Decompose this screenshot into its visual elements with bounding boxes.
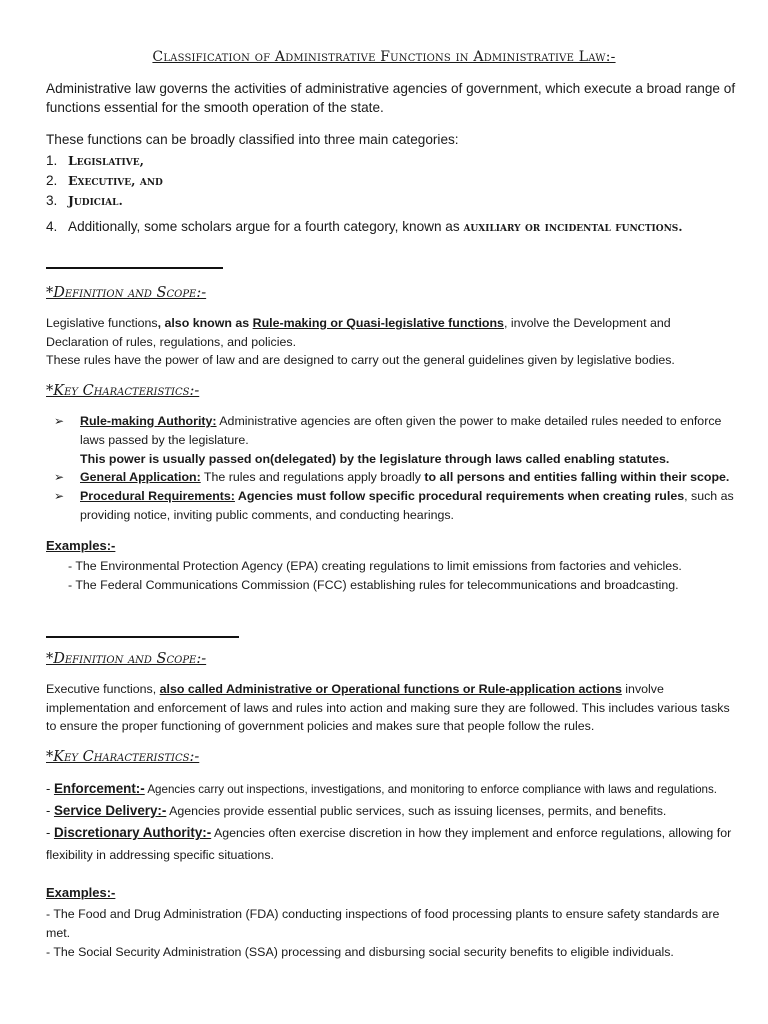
categories-list xyxy=(46,151,746,211)
section-divider xyxy=(46,636,239,638)
legislative-examples-label: Examples:- xyxy=(46,538,116,553)
intro-categories-lead: These functions can be broadly classified into three main categories: xyxy=(46,132,459,147)
executive-definition-heading: *Definition and Scope:- xyxy=(46,651,207,667)
list-item: - The Environmental Protection Agency (EPA) creating regulations to limit emissions from factories and vehicles. xyxy=(68,559,682,573)
category-legislative: Legislative, xyxy=(68,153,144,168)
list-item: 3. Judicial. xyxy=(46,193,123,208)
legislative-key-heading: *Key Characteristics:- xyxy=(46,383,200,399)
executive-characteristics-list xyxy=(46,778,746,866)
fourth-category: 4. Additionally, some scholars argue for a fourth category, known as auxiliary or incidental functions. xyxy=(46,219,683,234)
executive-definition-text: Executive functions, also called Administrative or Operational functions or Rule-application actions involve implementation and enforcement of laws and rules into action and making sure they are followed. This includes various tasks to ensure the proper functioning of government policies and makes sure that people follow the rules. xyxy=(46,682,730,733)
legislative-examples-list xyxy=(68,557,758,595)
arrow-bullet-icon: ➢ xyxy=(54,414,65,428)
executive-key-heading: *Key Characteristics:- xyxy=(46,749,200,765)
legislative-definition-text: Legislative functions, also known as Rule-making or Quasi-legislative functions, involve the Development and Declaration of rules, regulations, and policies. These rules have the power of law and are designed to carry out the general guidelines given by legislative bodies. xyxy=(46,316,675,367)
executive-examples-list xyxy=(46,905,736,962)
arrow-bullet-icon: ➢ xyxy=(54,489,65,504)
intro-paragraph: Administrative law governs the activities of administrative agencies of government, which execute a broad range of functions essential for the smooth operation of the state. xyxy=(46,81,736,115)
list-item: ➢ Procedural Requirements: Agencies must follow specific procedural requirements when creating rules, such as providing notice, inviting public comments, and conducting hearings. xyxy=(54,489,734,522)
legislative-definition-heading: *Definition and Scope:- xyxy=(46,285,207,301)
list-item: - The Food and Drug Administration (FDA) conducting inspections of food processing plants to ensure safety standards are met. xyxy=(46,907,720,940)
list-item: - Service Delivery:- Agencies provide essential public services, such as issuing licenses, permits, and benefits. xyxy=(46,803,667,818)
list-item: - Enforcement:- Agencies carry out inspections, investigations, and monitoring to enforce compliance with laws and regulations. xyxy=(46,781,718,796)
list-item: - Discretionary Authority:- Agencies often exercise discretion in how they implement and enforce regulations, allowing for flexibility in addressing specific situations. xyxy=(46,825,732,862)
legislative-characteristics-list xyxy=(54,412,734,525)
auxiliary-functions-label: auxiliary or incidental functions. xyxy=(463,219,683,234)
list-item: ➢ General Application: The rules and regulations apply broadly to all persons and entities falling within their scope. xyxy=(54,468,734,487)
category-judicial: Judicial. xyxy=(68,193,123,208)
executive-examples-label: Examples:- xyxy=(46,885,116,900)
page-title: Classification of Administrative Functions in Administrative Law:- xyxy=(152,49,616,65)
list-item: 2. Executive, and xyxy=(46,173,163,188)
category-executive: Executive, and xyxy=(68,173,163,188)
arrow-bullet-icon: ➢ xyxy=(54,470,65,485)
section-divider xyxy=(46,267,223,269)
list-item: - The Federal Communications Commission (FCC) establishing rules for telecommunications and broadcasting. xyxy=(68,578,679,592)
list-item: ➢ Rule-making Authority: Administrative agencies are often given the power to make detailed rules needed to enforce laws passed by the legislature. This power is usually passed on(delegated) by the legislature through laws called enabling statutes. xyxy=(54,414,722,466)
list-item: 1. Legislative, xyxy=(46,153,144,168)
list-item: - The Social Security Administration (SSA) processing and disbursing social security benefits to eligible individuals. xyxy=(46,945,674,959)
